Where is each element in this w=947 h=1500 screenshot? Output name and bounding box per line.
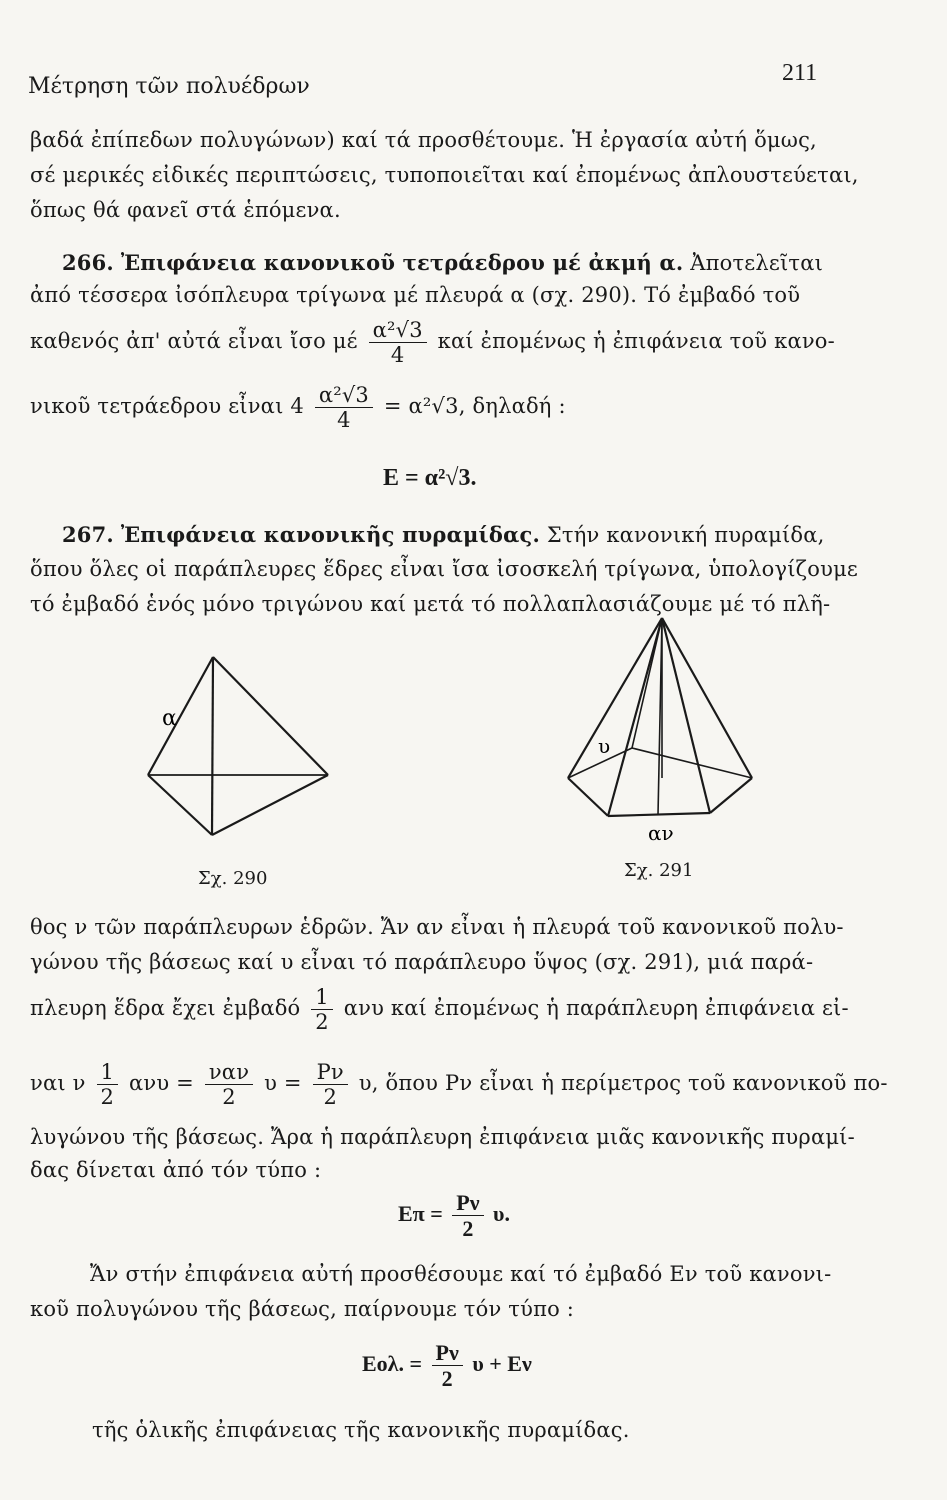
running-title: Μέτρηση τῶν πολυέδρων (28, 74, 310, 99)
section-266-line-2: ἀπό τέσσερα ἰσόπλευρα τρίγωνα μέ πλευρά α (σχ. 290). Τό ἐμβαδό τοῦ (30, 283, 801, 307)
fraction-denominator: 2 (441, 1366, 453, 1392)
formula1-fraction (452, 1190, 483, 1242)
figure-290-caption: Σχ. 290 (198, 868, 268, 889)
cont-line-3a: πλευρη ἕδρα ἔχει ἐμβαδό (30, 996, 301, 1021)
formula2-lhs: Eολ. = (362, 1350, 423, 1376)
fraction-numerator: 1 (97, 1060, 119, 1085)
cont-line-3 (30, 985, 849, 1034)
fraction-denominator: 4 (337, 408, 351, 433)
formula-lateral-surface (398, 1190, 510, 1242)
intro-line-2: σέ μερικές εἰδικές περιπτώσεις, τυποποιεῖται καί ἐπομένως ἀπλουστεύεται, (30, 163, 859, 187)
fraction-denominator: 2 (222, 1085, 236, 1110)
section-266-number: 266. (62, 250, 114, 275)
cont-line-5: λυγώνου τῆς βάσεως. Ἄρα ἡ παράπλευρη ἐπιφάνεια μιᾶς κανονικῆς πυραμί- (30, 1125, 855, 1149)
section-266-line-4a: νικοῦ τετράεδρου εἶναι 4 (30, 394, 304, 419)
figure-290-tetrahedron (140, 645, 340, 845)
section-267-line-2: ὅπου ὅλες οἱ παράπλευρες ἕδρες εἶναι ἴσα ἰσοσκελή τρίγωνα, ὑπολογίζουμε (30, 557, 859, 581)
cont-line-4c: υ = (264, 1071, 302, 1096)
page-number: 211 (782, 60, 818, 86)
cont-line-3b: ανυ καί ἐπομένως ἡ παράπλευρη ἐπιφάνεια εἰ- (343, 996, 849, 1021)
fraction-one-half (311, 985, 333, 1034)
fraction-denominator: 2 (323, 1085, 338, 1110)
fraction-a2sqrt3-over-4 (369, 318, 427, 367)
section-266-line-4 (30, 383, 566, 432)
fig291-height-label: υ (598, 734, 611, 758)
fraction-numerator: 1 (311, 985, 333, 1010)
formula-tetrahedron-surface: E = α²√3. (383, 465, 477, 491)
fraction-f2 (205, 1060, 253, 1109)
section-266-line-4b: = α²√3, δηλαδή : (383, 394, 566, 419)
cont-line-8: κοῦ πολυγώνου τῆς βάσεως, παίρνουμε τόν τύπο : (30, 1297, 575, 1321)
section-266-title: Ἐπιφάνεια κανονικοῦ τετράεδρου μέ ἀκμή α. (120, 250, 684, 275)
formula2-rhs: υ + Eν (472, 1350, 532, 1376)
section-267-heading (62, 522, 825, 547)
fraction-numerator: Pν (313, 1060, 348, 1085)
section-266-title-rest: Ἀποτελεῖται (690, 251, 824, 275)
fraction-numerator: Pν (432, 1340, 463, 1366)
cont-line-4b: ανυ = (128, 1071, 194, 1096)
fraction-numerator: ναν (205, 1060, 253, 1085)
section-267-line-3: τό ἐμβαδό ἑνός μόνο τριγώνου καί μετά τό πολλαπλασιάζουμε μέ τό πλῆ- (30, 592, 831, 616)
cont-line-7: Ἄν στήν ἐπιφάνεια αὐτή προσθέσουμε καί τό ἐμβαδό Eν τοῦ κανονι- (90, 1262, 832, 1286)
cont-line-4 (30, 1060, 888, 1109)
figure-291-pyramid (560, 608, 770, 858)
cont-line-6: δας δίνεται ἀπό τόν τύπο : (30, 1158, 322, 1182)
cont-line-4a: ναι ν (30, 1071, 86, 1096)
section-267-number: 267. (62, 522, 114, 547)
fraction-f3 (313, 1060, 348, 1109)
section-266-line-3b: καί ἐπομένως ἡ ἐπιφάνεια τοῦ κανο- (437, 329, 835, 354)
section-267-title-rest: Στήν κανονική πυραμίδα, (546, 523, 825, 547)
fraction-denominator: 2 (315, 1010, 329, 1035)
formula1-rhs: υ. (493, 1200, 510, 1226)
intro-line-1: βαδά ἐπίπεδων πολυγώνων) καί τά προσθέτουμε. Ἡ ἐργασία αὐτή ὅμως, (30, 128, 817, 152)
fraction-denominator: 2 (462, 1216, 474, 1242)
formula1-lhs: Eπ = (398, 1200, 443, 1226)
cont-line-1: θος ν τῶν παράπλευρων ἑδρῶν. Ἄν αν εἶναι ἡ πλευρά τοῦ κανονικοῦ πολυ- (30, 915, 844, 939)
fig290-edge-label: α (162, 706, 177, 731)
cont-line-9: τῆς ὁλικῆς ἐπιφάνειας τῆς κανονικῆς πυραμίδας. (92, 1418, 630, 1442)
fraction-a2sqrt3-over-4-b (315, 383, 373, 432)
section-266-heading (62, 250, 823, 275)
cont-line-2: γώνου τῆς βάσεως καί υ εἶναι τό παράπλευρο ὕψος (σχ. 291), μιά παρά- (30, 950, 814, 974)
section-267-title: Ἐπιφάνεια κανονικῆς πυραμίδας. (120, 522, 540, 547)
fraction-f1 (97, 1060, 119, 1109)
section-266-line-3a: καθενός ἀπ' αὐτά εἶναι ἴσο μέ (30, 329, 358, 354)
fraction-numerator: Pν (452, 1190, 483, 1216)
formula-total-surface (362, 1340, 532, 1392)
fraction-numerator: α²√3 (315, 383, 373, 408)
fig291-side-label: αν (648, 821, 674, 845)
formula2-fraction (432, 1340, 463, 1392)
fraction-denominator: 2 (100, 1085, 115, 1110)
fraction-denominator: 4 (390, 343, 405, 368)
cont-line-4d: υ, ὅπου Pν εἶναι ἡ περίμετρος τοῦ κανονικοῦ πο- (358, 1071, 888, 1096)
figure-291-caption: Σχ. 291 (624, 860, 694, 881)
intro-line-3: ὅπως θά φανεῖ στά ἑπόμενα. (30, 198, 341, 222)
fraction-numerator: α²√3 (369, 318, 427, 343)
section-266-line-3 (30, 318, 835, 367)
